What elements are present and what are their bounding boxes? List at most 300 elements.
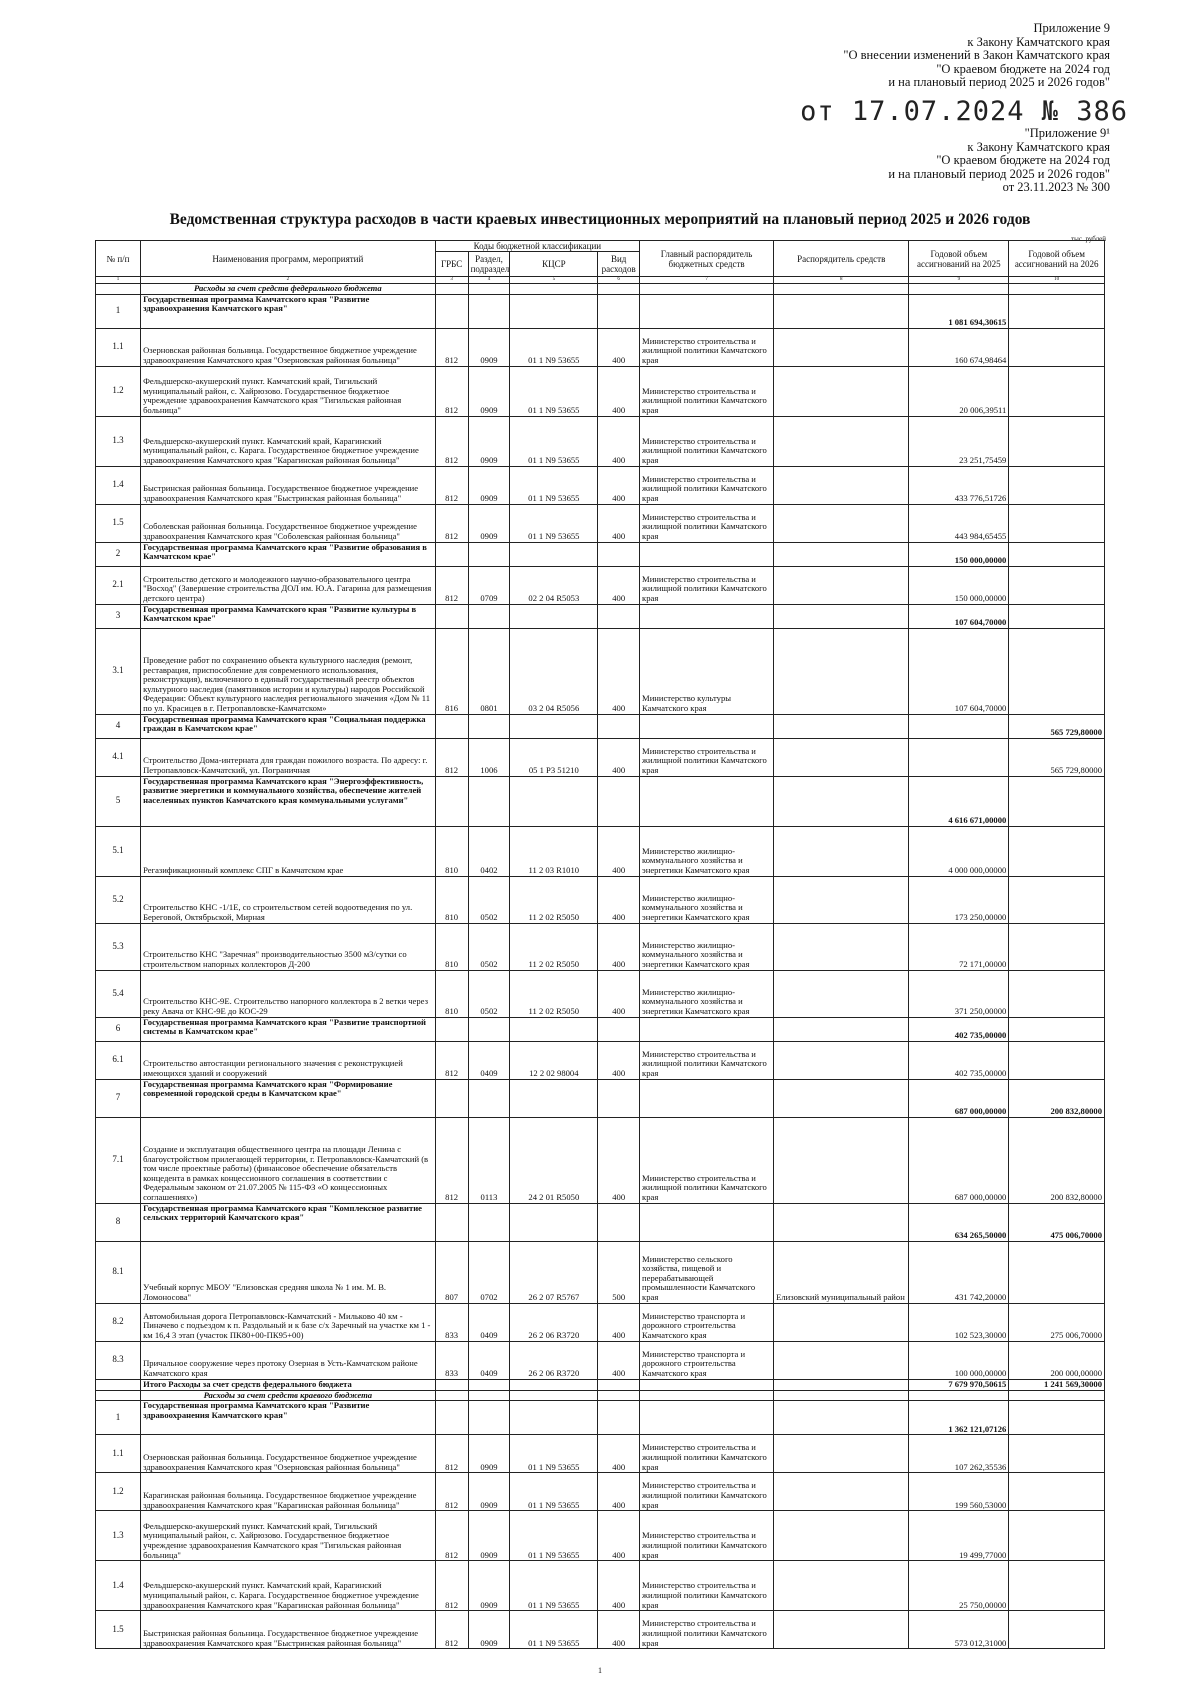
- program-row: [96, 1079, 1105, 1117]
- amount-2026: [1009, 328, 1105, 366]
- row-name: Государственная программа Камчатского края "Развитие образования в Камчатском крае": [141, 542, 436, 566]
- row-name: Озерновская районная больница. Государственное бюджетное учреждение здравоохранения Камчатского края "Озерновская районная больница": [141, 328, 436, 366]
- total-blank: [640, 1379, 774, 1390]
- header-line: и на плановый период 2025 и 2026 годов": [888, 75, 1110, 89]
- grbs-code: [435, 294, 468, 328]
- amount-2025: 573 012,31000: [909, 1611, 1009, 1649]
- kcsr-code: [510, 604, 598, 628]
- grbs-code: 816: [435, 628, 468, 714]
- kcsr-code: [510, 1017, 598, 1041]
- col-header-vid: Вид расходов: [598, 252, 640, 277]
- razdel-code: [468, 542, 510, 566]
- measure-row: [96, 970, 1105, 1017]
- col-number: 7: [640, 277, 774, 284]
- program-row: [96, 1203, 1105, 1241]
- amount-2025: 72 171,00000: [909, 923, 1009, 970]
- measure-row: [96, 1117, 1105, 1203]
- main-manager: Министерство строительства и жилищной политики Камчатского края: [640, 466, 774, 504]
- total-blank: [435, 1379, 468, 1390]
- manager: [774, 604, 909, 628]
- measure-row: [96, 566, 1105, 604]
- grbs-code: [435, 542, 468, 566]
- amount-2025: 150 000,00000: [909, 566, 1009, 604]
- razdel-code: [468, 294, 510, 328]
- grbs-code: [435, 1079, 468, 1117]
- row-number: 1: [96, 1401, 141, 1435]
- row-number: 8: [96, 1203, 141, 1241]
- grbs-code: [435, 604, 468, 628]
- row-number: 1.1: [96, 328, 141, 366]
- col-header-codes: Коды бюджетной классификации: [435, 241, 639, 252]
- measure-row: [96, 876, 1105, 923]
- kcsr-code: 01 1 N9 53655: [510, 1511, 598, 1561]
- razdel-code: 0502: [468, 970, 510, 1017]
- main-manager: Министерство строительства и жилищной политики Камчатского края: [640, 1435, 774, 1473]
- section-blank: [435, 1390, 468, 1401]
- amount-2025: 1 362 121,07126: [909, 1401, 1009, 1435]
- amount-2025: 150 000,00000: [909, 542, 1009, 566]
- manager: [774, 738, 909, 776]
- header-line: "О краевом бюджете на 2024 год: [936, 61, 1110, 76]
- kcsr-code: 01 1 N9 53655: [510, 1611, 598, 1649]
- row-name: Государственная программа Камчатского края "Формирование современной городской среды в Камчатском крае": [141, 1079, 436, 1117]
- header-bottom-block: [888, 127, 1110, 195]
- row-number: 1.5: [96, 504, 141, 542]
- col-header-grbs: ГРБС: [435, 252, 468, 277]
- amount-2025: 107 604,70000: [909, 604, 1009, 628]
- row-number: 8.2: [96, 1303, 141, 1341]
- page-mark: 1: [598, 1666, 602, 1675]
- amount-2026: [1009, 566, 1105, 604]
- vid-code: 400: [598, 366, 640, 416]
- main-manager: [640, 1079, 774, 1117]
- row-name: Государственная программа Камчатского края "Развитие культуры в Камчатском крае": [141, 604, 436, 628]
- kcsr-code: 01 1 N9 53655: [510, 1473, 598, 1511]
- row-number: 4: [96, 714, 141, 738]
- razdel-code: [468, 714, 510, 738]
- vid-code: [598, 1017, 640, 1041]
- manager: [774, 1017, 909, 1041]
- amount-2025: 634 265,50000: [909, 1203, 1009, 1241]
- main-manager: Министерство строительства и жилищной политики Камчатского края: [640, 504, 774, 542]
- amount-2026: [1009, 1435, 1105, 1473]
- vid-code: 400: [598, 738, 640, 776]
- manager: [774, 294, 909, 328]
- row-name: Строительство Дома-интерната для граждан пожилого возраста. По адресу: г. Петропавловск-Камчатский, ул. Пограничная: [141, 738, 436, 776]
- amount-2026: [1009, 876, 1105, 923]
- manager: [774, 504, 909, 542]
- main-manager: Министерство строительства и жилищной политики Камчатского края: [640, 366, 774, 416]
- manager: [774, 1511, 909, 1561]
- row-name: Фельдшерско-акушерский пункт. Камчатский край, Карагинский муниципальный район, с. Карага. Государственное бюджетное учреждение здравоохранения Камчатского края "Карагинская районная больница": [141, 1561, 436, 1611]
- measure-row: [96, 1435, 1105, 1473]
- amount-2026: 475 006,70000: [1009, 1203, 1105, 1241]
- row-name: Автомобильная дорога Петропавловск-Камчатский - Мильково 40 км - Пиначево с подъездом к п. Раздольный и к базе с/х Заречный на участке км 1 - км 16,4 3 этап (участок ПК80+00-ПК95+00): [141, 1303, 436, 1341]
- row-number: 8.3: [96, 1341, 141, 1379]
- amount-2025: 371 250,00000: [909, 970, 1009, 1017]
- grbs-code: [435, 1203, 468, 1241]
- col-header-razdel: Раздел, подраздел: [468, 252, 510, 277]
- grbs-code: 812: [435, 1117, 468, 1203]
- kcsr-code: [510, 294, 598, 328]
- main-manager: Министерство жилищно-коммунального хозяйства и энергетики Камчатского края: [640, 826, 774, 876]
- razdel-code: 0709: [468, 566, 510, 604]
- razdel-code: 0909: [468, 328, 510, 366]
- kcsr-code: 01 1 N9 53655: [510, 1435, 598, 1473]
- row-number: 1.3: [96, 416, 141, 466]
- kcsr-code: 01 1 N9 53655: [510, 1561, 598, 1611]
- row-number: 5.1: [96, 826, 141, 876]
- amount-2025: 687 000,00000: [909, 1079, 1009, 1117]
- section-blank: [435, 284, 468, 295]
- vid-code: 400: [598, 416, 640, 466]
- manager: [774, 466, 909, 504]
- header-line: Приложение 9: [1033, 21, 1110, 35]
- measure-row: [96, 366, 1105, 416]
- kcsr-code: 26 2 06 R3720: [510, 1341, 598, 1379]
- manager: [774, 1303, 909, 1341]
- grbs-code: 812: [435, 416, 468, 466]
- total-2025: 7 679 970,50615: [909, 1379, 1009, 1390]
- razdel-code: [468, 1203, 510, 1241]
- col-header-no: № п/п: [96, 241, 141, 277]
- section-blank: [909, 284, 1009, 295]
- measure-row: [96, 628, 1105, 714]
- manager: [774, 1435, 909, 1473]
- amount-2025: 107 262,35536: [909, 1435, 1009, 1473]
- row-name: Быстринская районная больница. Государственное бюджетное учреждение здравоохранения Камчатского края "Быстринская районная больница": [141, 1611, 436, 1649]
- row-name: Государственная программа Камчатского края "Развитие здравоохранения Камчатского края": [141, 294, 436, 328]
- main-manager: Министерство сельского хозяйства, пищевой и перерабатывающей промышленности Камчатского края: [640, 1241, 774, 1303]
- section-blank: [774, 284, 909, 295]
- vid-code: [598, 1401, 640, 1435]
- grbs-code: 812: [435, 566, 468, 604]
- manager: [774, 776, 909, 826]
- row-number: 6.1: [96, 1041, 141, 1079]
- kcsr-code: [510, 542, 598, 566]
- row-name: Строительство КНС-9Е. Строительство напорного коллектора в 2 ветки через реку Авача от КНС-9Е до КОС-29: [141, 970, 436, 1017]
- section-blank: [468, 284, 510, 295]
- grbs-code: 812: [435, 328, 468, 366]
- razdel-code: 0909: [468, 466, 510, 504]
- vid-code: 500: [598, 1241, 640, 1303]
- razdel-code: 0909: [468, 1435, 510, 1473]
- amount-2026: [1009, 504, 1105, 542]
- measure-row: [96, 738, 1105, 776]
- kcsr-code: 11 2 02 R5050: [510, 876, 598, 923]
- razdel-code: 0502: [468, 923, 510, 970]
- col-header-manager: Распорядитель средств: [774, 241, 909, 277]
- amount-2025: 402 735,00000: [909, 1017, 1009, 1041]
- vid-code: [598, 1079, 640, 1117]
- row-name: Государственная программа Камчатского края "Социальная поддержка граждан в Камчатском крае": [141, 714, 436, 738]
- razdel-code: 0409: [468, 1341, 510, 1379]
- amount-2026: 275 006,70000: [1009, 1303, 1105, 1341]
- main-manager: Министерство строительства и жилищной политики Камчатского края: [640, 1561, 774, 1611]
- vid-code: 400: [598, 1561, 640, 1611]
- measure-row: [96, 1611, 1105, 1649]
- grbs-code: 812: [435, 1435, 468, 1473]
- col-number: 4: [468, 277, 510, 284]
- amount-2026: [1009, 1041, 1105, 1079]
- manager: [774, 826, 909, 876]
- row-name: Карагинская районная больница. Государственное бюджетное учреждение здравоохранения Камчатского края "Карагинская районная больница": [141, 1473, 436, 1511]
- grbs-code: 810: [435, 876, 468, 923]
- razdel-code: 0909: [468, 1611, 510, 1649]
- header-line: к Закону Камчатского края: [967, 139, 1110, 154]
- manager: [774, 1341, 909, 1379]
- razdel-code: [468, 604, 510, 628]
- row-number: 1.4: [96, 1561, 141, 1611]
- col-header-2025: Годовой объем ассигнований на 2025: [909, 241, 1009, 277]
- kcsr-code: [510, 776, 598, 826]
- row-name: Строительство КНС -1/1Е, со строительством сетей водоотведения по ул. Береговой, Октябрьской, Мирная: [141, 876, 436, 923]
- row-name: Проведение работ по сохранению объекта культурного наследия (ремонт, реставрация, приспособление для современного использования, реконструкция), включенного в единый государственный реестр объектов культурного наследия (памятников истории и культуры) народов Российской Федерации: Объект культурного наследия регионального значения «Дом № 11 по ул. Красицев в г. Петропавловске-Камчатском»: [141, 628, 436, 714]
- vid-code: 400: [598, 1473, 640, 1511]
- amount-2025: 1 081 694,30615: [909, 294, 1009, 328]
- main-manager: Министерство жилищно-коммунального хозяйства и энергетики Камчатского края: [640, 876, 774, 923]
- grbs-code: 812: [435, 1611, 468, 1649]
- grbs-code: [435, 714, 468, 738]
- vid-code: 400: [598, 970, 640, 1017]
- amount-2026: [1009, 1241, 1105, 1303]
- row-number: 5.3: [96, 923, 141, 970]
- section-blank: [96, 284, 141, 295]
- kcsr-code: 01 1 N9 53655: [510, 466, 598, 504]
- main-manager: Министерство жилищно-коммунального хозяйства и энергетики Камчатского края: [640, 923, 774, 970]
- manager: [774, 1473, 909, 1511]
- total-blank: [598, 1379, 640, 1390]
- amount-2026: [1009, 923, 1105, 970]
- vid-code: 400: [598, 328, 640, 366]
- row-name: Строительство автостанции регионального значения с реконструкцией имеющихся зданий и сооружений: [141, 1041, 436, 1079]
- kcsr-code: 11 2 02 R5050: [510, 970, 598, 1017]
- col-header-kcsr: КЦСР: [510, 252, 598, 277]
- amount-2026: [1009, 294, 1105, 328]
- section-blank: [1009, 284, 1105, 295]
- kcsr-code: [510, 714, 598, 738]
- vid-code: 400: [598, 1341, 640, 1379]
- main-manager: Министерство строительства и жилищной политики Камчатского края: [640, 1511, 774, 1561]
- row-name: Фельдшерско-акушерский пункт. Камчатский край, Тигильский муниципальный район, с. Хайрюзово. Государственное бюджетное учреждение здравоохранения Камчатского края "Тигильская районная больница": [141, 1511, 436, 1561]
- row-number: 4.1: [96, 738, 141, 776]
- manager: [774, 876, 909, 923]
- main-manager: Министерство строительства и жилищной политики Камчатского края: [640, 1473, 774, 1511]
- row-number: 1.2: [96, 1473, 141, 1511]
- section-blank: [909, 1390, 1009, 1401]
- row-number: 2.1: [96, 566, 141, 604]
- manager: [774, 923, 909, 970]
- vid-code: [598, 294, 640, 328]
- section-blank: [640, 1390, 774, 1401]
- row-name: Создание и эксплуатация общественного центра на площади Ленина с благоустройством прилегающей территории, г. Петропавловск-Камчатский (в том числе проектные работы) (финансовое обеспечение обязательств концедента в рамках концессионного соглашения в соответствии с Федеральным законом от 21.07.2005 № 115-ФЗ «О концессионных соглашениях»): [141, 1117, 436, 1203]
- vid-code: 400: [598, 628, 640, 714]
- amount-2025: 25 750,00000: [909, 1561, 1009, 1611]
- section-blank: [1009, 1390, 1105, 1401]
- amount-2025: 173 250,00000: [909, 876, 1009, 923]
- main-manager: [640, 1203, 774, 1241]
- razdel-code: 0409: [468, 1303, 510, 1341]
- row-name: Озерновская районная больница. Государственное бюджетное учреждение здравоохранения Камчатского края "Озерновская районная больница": [141, 1435, 436, 1473]
- row-name: Государственная программа Камчатского края "Энергоэффективность, развитие энергетики и коммунального хозяйства, обеспечение жителей населенных пунктов Камчатского края коммунальными услугами": [141, 776, 436, 826]
- grbs-code: 810: [435, 970, 468, 1017]
- amount-2025: 4 616 671,00000: [909, 776, 1009, 826]
- total-blank: [468, 1379, 510, 1390]
- amount-2026: [1009, 970, 1105, 1017]
- section-blank: [510, 284, 598, 295]
- row-name: Государственная программа Камчатского края "Развитие транспортной системы в Камчатском крае": [141, 1017, 436, 1041]
- amount-2026: [1009, 1401, 1105, 1435]
- header-line: "О внесении изменений в Закон Камчатского края: [843, 48, 1110, 62]
- section-blank: [96, 1390, 141, 1401]
- grbs-code: 812: [435, 738, 468, 776]
- total-blank: [510, 1379, 598, 1390]
- grbs-code: 812: [435, 1473, 468, 1511]
- vid-code: 400: [598, 1303, 640, 1341]
- amount-2025: 443 984,65455: [909, 504, 1009, 542]
- header-line: от 23.11.2023 № 300: [1002, 180, 1110, 194]
- col-header-name: Наименования программ, мероприятий: [141, 241, 436, 277]
- row-name: Причальное сооружение через протоку Озерная в Усть-Камчатском районе Камчатского края: [141, 1341, 436, 1379]
- kcsr-code: 01 1 N9 53655: [510, 328, 598, 366]
- manager: [774, 566, 909, 604]
- grbs-code: 812: [435, 466, 468, 504]
- amount-2026: 200 000,00000: [1009, 1341, 1105, 1379]
- program-row: [96, 294, 1105, 328]
- amount-2026: [1009, 466, 1105, 504]
- kcsr-code: 01 1 N9 53655: [510, 416, 598, 466]
- amount-2025: 199 560,53000: [909, 1473, 1009, 1511]
- kcsr-code: 24 2 01 R5050: [510, 1117, 598, 1203]
- razdel-code: 0402: [468, 826, 510, 876]
- amount-2025: 4 000 000,00000: [909, 826, 1009, 876]
- row-name: Учебный корпус МБОУ "Елизовская средняя школа № 1 им. М. В. Ломоносова": [141, 1241, 436, 1303]
- main-manager: [640, 294, 774, 328]
- vid-code: [598, 776, 640, 826]
- row-number: 5: [96, 776, 141, 826]
- vid-code: [598, 604, 640, 628]
- measure-row: [96, 328, 1105, 366]
- amount-2025: 433 776,51726: [909, 466, 1009, 504]
- main-manager: Министерство культуры Камчатского края: [640, 628, 774, 714]
- grbs-code: 833: [435, 1341, 468, 1379]
- measure-row: [96, 1341, 1105, 1379]
- col-header-main-manager: Главный распорядитель бюджетных средств: [640, 241, 774, 277]
- razdel-code: 0909: [468, 1473, 510, 1511]
- measure-row: [96, 1241, 1105, 1303]
- razdel-code: 0909: [468, 504, 510, 542]
- amount-2025: 160 674,98464: [909, 328, 1009, 366]
- vid-code: 400: [598, 1117, 640, 1203]
- amount-2026: [1009, 604, 1105, 628]
- vid-code: 400: [598, 566, 640, 604]
- main-manager: Министерство жилищно-коммунального хозяйства и энергетики Камчатского края: [640, 970, 774, 1017]
- kcsr-code: 11 2 02 R5050: [510, 923, 598, 970]
- table-body: [96, 284, 1105, 1649]
- col-number: 5: [510, 277, 598, 284]
- row-name: Строительство КНС "Заречная" производительностью 3500 м3/сутки со строительством напорных коллекторов Д-200: [141, 923, 436, 970]
- section-blank: [510, 1390, 598, 1401]
- grbs-code: 812: [435, 1511, 468, 1561]
- manager: [774, 416, 909, 466]
- program-row: [96, 604, 1105, 628]
- main-manager: Министерство транспорта и дорожного строительства Камчатского края: [640, 1341, 774, 1379]
- vid-code: 400: [598, 1511, 640, 1561]
- row-number: 7: [96, 1079, 141, 1117]
- razdel-code: [468, 1401, 510, 1435]
- kcsr-code: 01 1 N9 53655: [510, 366, 598, 416]
- vid-code: [598, 542, 640, 566]
- manager: [774, 970, 909, 1017]
- row-number: 1.2: [96, 366, 141, 416]
- vid-code: 400: [598, 1611, 640, 1649]
- measure-row: [96, 1511, 1105, 1561]
- document-title: Ведомственная структура расходов в части краевых инвестиционных мероприятий на плановый период 2025 и 2026 годов: [169, 211, 1031, 228]
- program-row: [96, 714, 1105, 738]
- manager: [774, 1561, 909, 1611]
- col-number: 10: [1009, 277, 1105, 284]
- grbs-code: 807: [435, 1241, 468, 1303]
- kcsr-code: 03 2 04 R5056: [510, 628, 598, 714]
- header-line: и на плановый период 2025 и 2026 годов": [888, 166, 1110, 181]
- row-number: 3: [96, 604, 141, 628]
- razdel-code: 0909: [468, 416, 510, 466]
- vid-code: [598, 714, 640, 738]
- manager: [774, 1203, 909, 1241]
- section-blank: [598, 284, 640, 295]
- kcsr-code: 26 2 06 R3720: [510, 1303, 598, 1341]
- total-blank: [96, 1379, 141, 1390]
- amount-2026: [1009, 366, 1105, 416]
- main-manager: [640, 1401, 774, 1435]
- amount-2026: 565 729,80000: [1009, 714, 1105, 738]
- manager: [774, 1401, 909, 1435]
- kcsr-code: [510, 1401, 598, 1435]
- kcsr-code: [510, 1203, 598, 1241]
- main-manager: Министерство транспорта и дорожного строительства Камчатского края: [640, 1303, 774, 1341]
- section-header-row: [96, 284, 1105, 295]
- row-number: 1.4: [96, 466, 141, 504]
- amount-2025: 107 604,70000: [909, 628, 1009, 714]
- vid-code: 400: [598, 826, 640, 876]
- amount-2026: [1009, 1561, 1105, 1611]
- grbs-code: 833: [435, 1303, 468, 1341]
- vid-code: 400: [598, 1435, 640, 1473]
- section-blank: [774, 1390, 909, 1401]
- main-manager: [640, 542, 774, 566]
- amount-2026: [1009, 826, 1105, 876]
- amount-2025: 23 251,75459: [909, 416, 1009, 466]
- total-row: [96, 1379, 1105, 1390]
- amount-2025: [909, 714, 1009, 738]
- row-name: Фельдшерско-акушерский пункт. Камчатский край, Карагинский муниципальный район, с. Карага. Государственное бюджетное учреждение здравоохранения Камчатского края "Карагинская районная больница": [141, 416, 436, 466]
- section-header-row: [96, 1390, 1105, 1401]
- amount-2025: 100 000,00000: [909, 1341, 1009, 1379]
- manager: [774, 714, 909, 738]
- row-name: Соболевская районная больница. Государственное бюджетное учреждение здравоохранения Камчатского края "Соболевская районная больница": [141, 504, 436, 542]
- row-number: 1: [96, 294, 141, 328]
- program-row: [96, 542, 1105, 566]
- col-number: 9: [909, 277, 1009, 284]
- main-manager: Министерство строительства и жилищной политики Камчатского края: [640, 566, 774, 604]
- column-number-row: [96, 277, 1105, 284]
- row-number: 1.3: [96, 1511, 141, 1561]
- vid-code: 400: [598, 876, 640, 923]
- razdel-code: 0113: [468, 1117, 510, 1203]
- kcsr-code: [510, 1079, 598, 1117]
- program-row: [96, 776, 1105, 826]
- total-label: Итого Расходы за счет средств федерального бюджета: [141, 1379, 436, 1390]
